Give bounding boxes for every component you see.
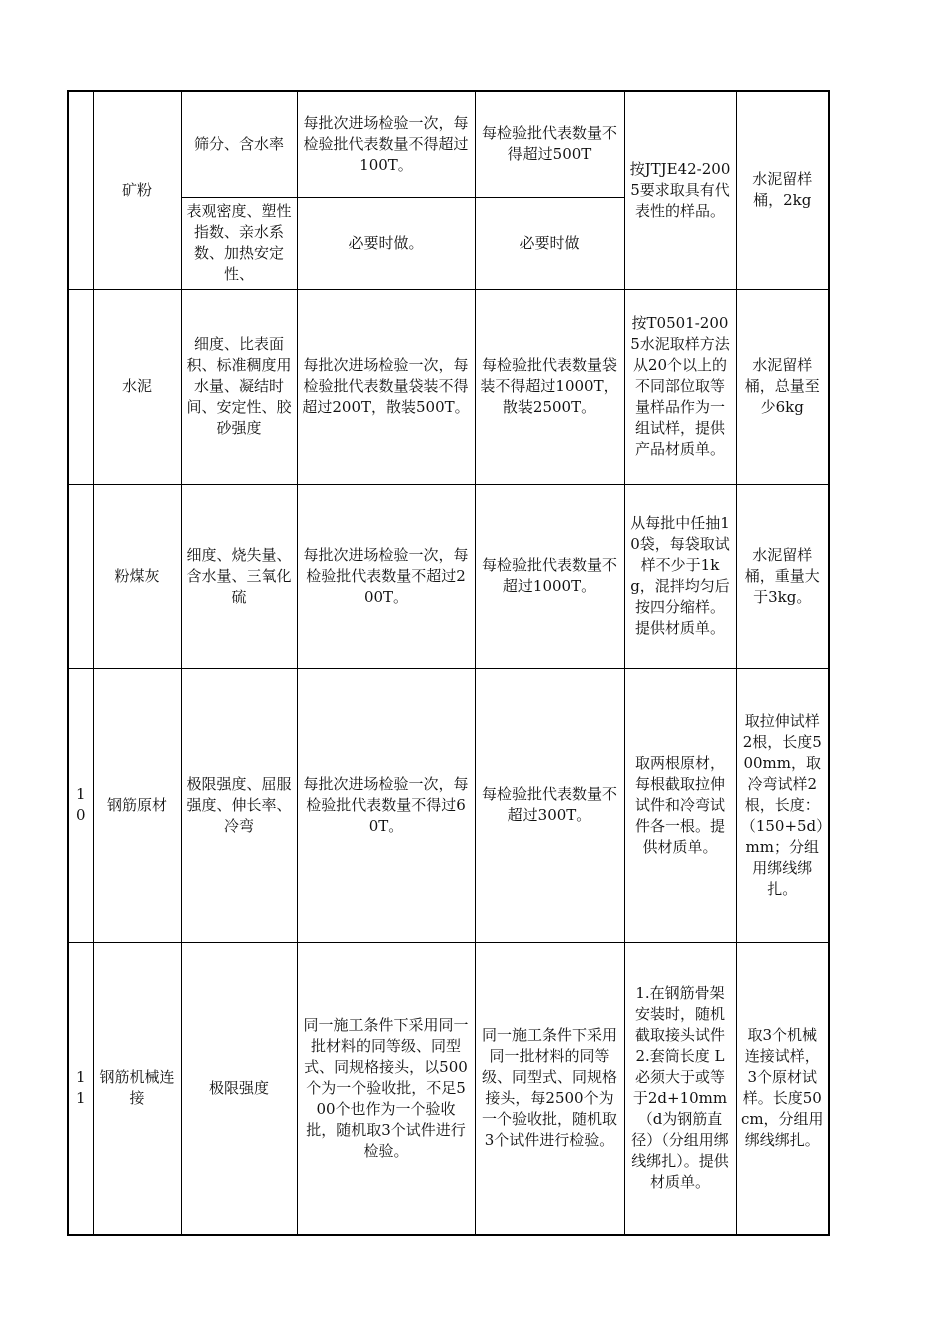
sample-retention: 取拉伸试样2根，长度500mm，取冷弯试样2根，长度：（150+5d）mm；分组用绑线绑扎。	[736, 668, 829, 942]
inspection-frequency: 必要时做。	[297, 197, 475, 289]
sample-retention: 水泥留样桶，总量至少6kg	[736, 289, 829, 484]
sampling-method: 按T0501-2005水泥取样方法从20个以上的不同部位取等量样品作为一组试样，提供产品材质单。	[624, 289, 736, 484]
sample-retention: 取3个机械连接试样，3个原材试样。长度50cm，分组用绑线绑扎。	[736, 942, 829, 1235]
inspection-frequency: 每批次进场检验一次，每检验批代表数量不得超过100T。	[297, 91, 475, 197]
test-items: 筛分、含水率	[181, 91, 297, 197]
table-row	[68, 289, 829, 484]
sampling-method: 1.在钢筋骨架安装时，随机截取接头试件2.套筒长度 L必须大于或等于2d+10mm（d为钢筋直径）（分组用绑线绑扎）。提供材质单。	[624, 942, 736, 1235]
sampling-method: 取两根原材，每根截取拉伸试件和冷弯试件各一根。提供材质单。	[624, 668, 736, 942]
row-number: 11	[68, 942, 93, 1235]
table-row	[68, 668, 829, 942]
material-name: 矿粉	[93, 91, 181, 289]
sample-retention: 水泥留样桶，重量大于3kg。	[736, 484, 829, 668]
sampling-method: 按JTJE42-2005要求取具有代表性的样品。	[624, 91, 736, 289]
material-name: 粉煤灰	[93, 484, 181, 668]
table-row	[68, 484, 829, 668]
inspection-frequency: 每批次进场检验一次，每检验批代表数量不得过60T。	[297, 668, 475, 942]
test-items: 细度、烧失量、含水量、三氧化硫	[181, 484, 297, 668]
row-number	[68, 289, 93, 484]
table-row	[68, 91, 829, 197]
row-number	[68, 484, 93, 668]
batch-size: 每检验批代表数量不得超过500T	[475, 91, 624, 197]
row-number	[68, 91, 93, 289]
test-items: 极限强度、屈服强度、伸长率、冷弯	[181, 668, 297, 942]
batch-size: 必要时做	[475, 197, 624, 289]
test-items: 表观密度、塑性指数、亲水系数、加热安定性、	[181, 197, 297, 289]
table-row	[68, 942, 829, 1235]
batch-size: 每检验批代表数量袋装不得超过1000T，散装2500T。	[475, 289, 624, 484]
inspection-frequency: 每批次进场检验一次，每检验批代表数量袋装不得超过200T，散装500T。	[297, 289, 475, 484]
material-name: 水泥	[93, 289, 181, 484]
inspection-table	[67, 90, 830, 1236]
batch-size: 同一施工条件下采用同一批材料的同等级、同型式、同规格接头，每2500个为一个验收批，随机取3个试件进行检验。	[475, 942, 624, 1235]
batch-size: 每检验批代表数量不超过1000T。	[475, 484, 624, 668]
test-items: 极限强度	[181, 942, 297, 1235]
inspection-frequency: 同一施工条件下采用同一批材料的同等级、同型式、同规格接头，以500个为一个验收批，不足500个也作为一个验收批，随机取3个试件进行检验。	[297, 942, 475, 1235]
material-name: 钢筋机械连接	[93, 942, 181, 1235]
batch-size: 每检验批代表数量不超过300T。	[475, 668, 624, 942]
material-name: 钢筋原材	[93, 668, 181, 942]
test-items: 细度、比表面积、标准稠度用水量、凝结时间、安定性、胶砂强度	[181, 289, 297, 484]
inspection-frequency: 每批次进场检验一次，每检验批代表数量不超过200T。	[297, 484, 475, 668]
row-number: 10	[68, 668, 93, 942]
sample-retention: 水泥留样桶，2kg	[736, 91, 829, 289]
sampling-method: 从每批中任抽10袋，每袋取试样不少于1kg，混拌均匀后按四分缩样。提供材质单。	[624, 484, 736, 668]
